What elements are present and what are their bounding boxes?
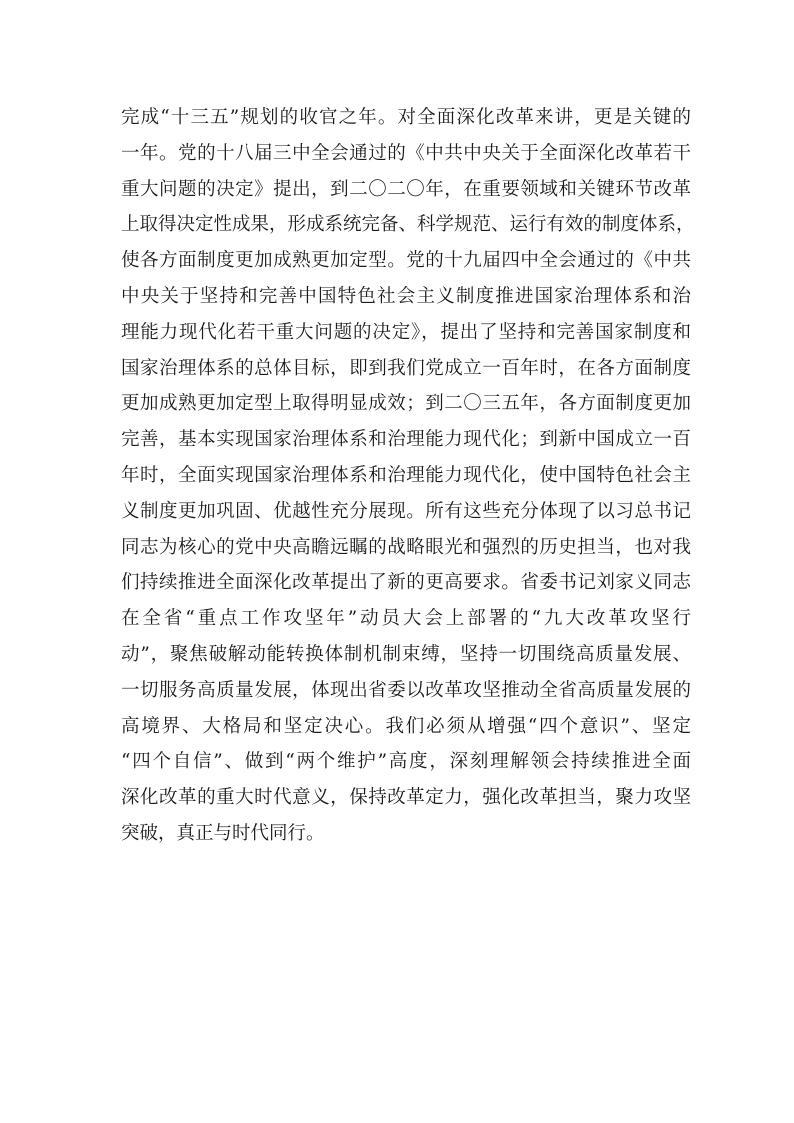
text-line: “四个自信”、做到“两个维护”高度，深刻理解领会持续推进全面 — [121, 751, 691, 773]
text-line: 更加成熟更加定型上取得明显成效；到二〇三五年，各方面制度更加 — [121, 393, 691, 415]
text-line: 重大问题的决定》提出，到二〇二〇年，在重要领域和关键环节改革 — [121, 178, 691, 200]
text-line: 完成“十三五”规划的收官之年。对全面深化改革来讲，更是关键的 — [121, 107, 691, 128]
text-line: 高境界、大格局和坚定决心。我们必须从增强“四个意识”、坚定 — [121, 715, 691, 737]
text-line: 上取得决定性成果，形成系统完备、科学规范、运行有效的制度体系， — [121, 214, 695, 236]
text-line: 同志为核心的党中央高瞻远瞩的战略眼光和强烈的历史担当，也对我 — [121, 536, 691, 558]
text-line: 突破，真正与时代同行。 — [121, 822, 325, 844]
text-line: 深化改革的重大时代意义，保持改革定力，强化改革担当，聚力攻坚 — [121, 787, 691, 809]
text-line: 在全省“重点工作攻坚年”动员大会上部署的“九大改革攻坚行 — [121, 608, 691, 630]
text-line: 年时，全面实现国家治理体系和治理能力现代化，使中国特色社会主 — [121, 464, 691, 486]
text-line: 一切服务高质量发展，体现出省委以改革攻坚推动全省高质量发展的 — [121, 679, 691, 701]
text-line: 使各方面制度更加成熟更加定型。党的十九届四中全会通过的《中共 — [121, 250, 691, 272]
body-paragraph — [121, 100, 695, 852]
text-line: 国家治理体系的总体目标，即到我们党成立一百年时，在各方面制度 — [121, 357, 691, 379]
text-line: 动”，聚焦破解动能转换体制机制束缚，坚持一切围绕高质量发展、 — [121, 643, 691, 665]
text-line: 义制度更加巩固、优越性充分展现。所有这些充分体现了以习总书记 — [121, 500, 691, 522]
text-line: 完善，基本实现国家治理体系和治理能力现代化；到新中国成立一百 — [121, 429, 691, 451]
text-line: 一年。党的十八届三中全会通过的《中共中央关于全面深化改革若干 — [121, 142, 691, 164]
text-line: 中央关于坚持和完善中国特色社会主义制度推进国家治理体系和治 — [121, 285, 691, 307]
text-line: 理能力现代化若干重大问题的决定》，提出了坚持和完善国家制度和 — [121, 321, 691, 343]
text-line: 们持续推进全面深化改革提出了新的更高要求。省委书记刘家义同志 — [121, 572, 691, 594]
